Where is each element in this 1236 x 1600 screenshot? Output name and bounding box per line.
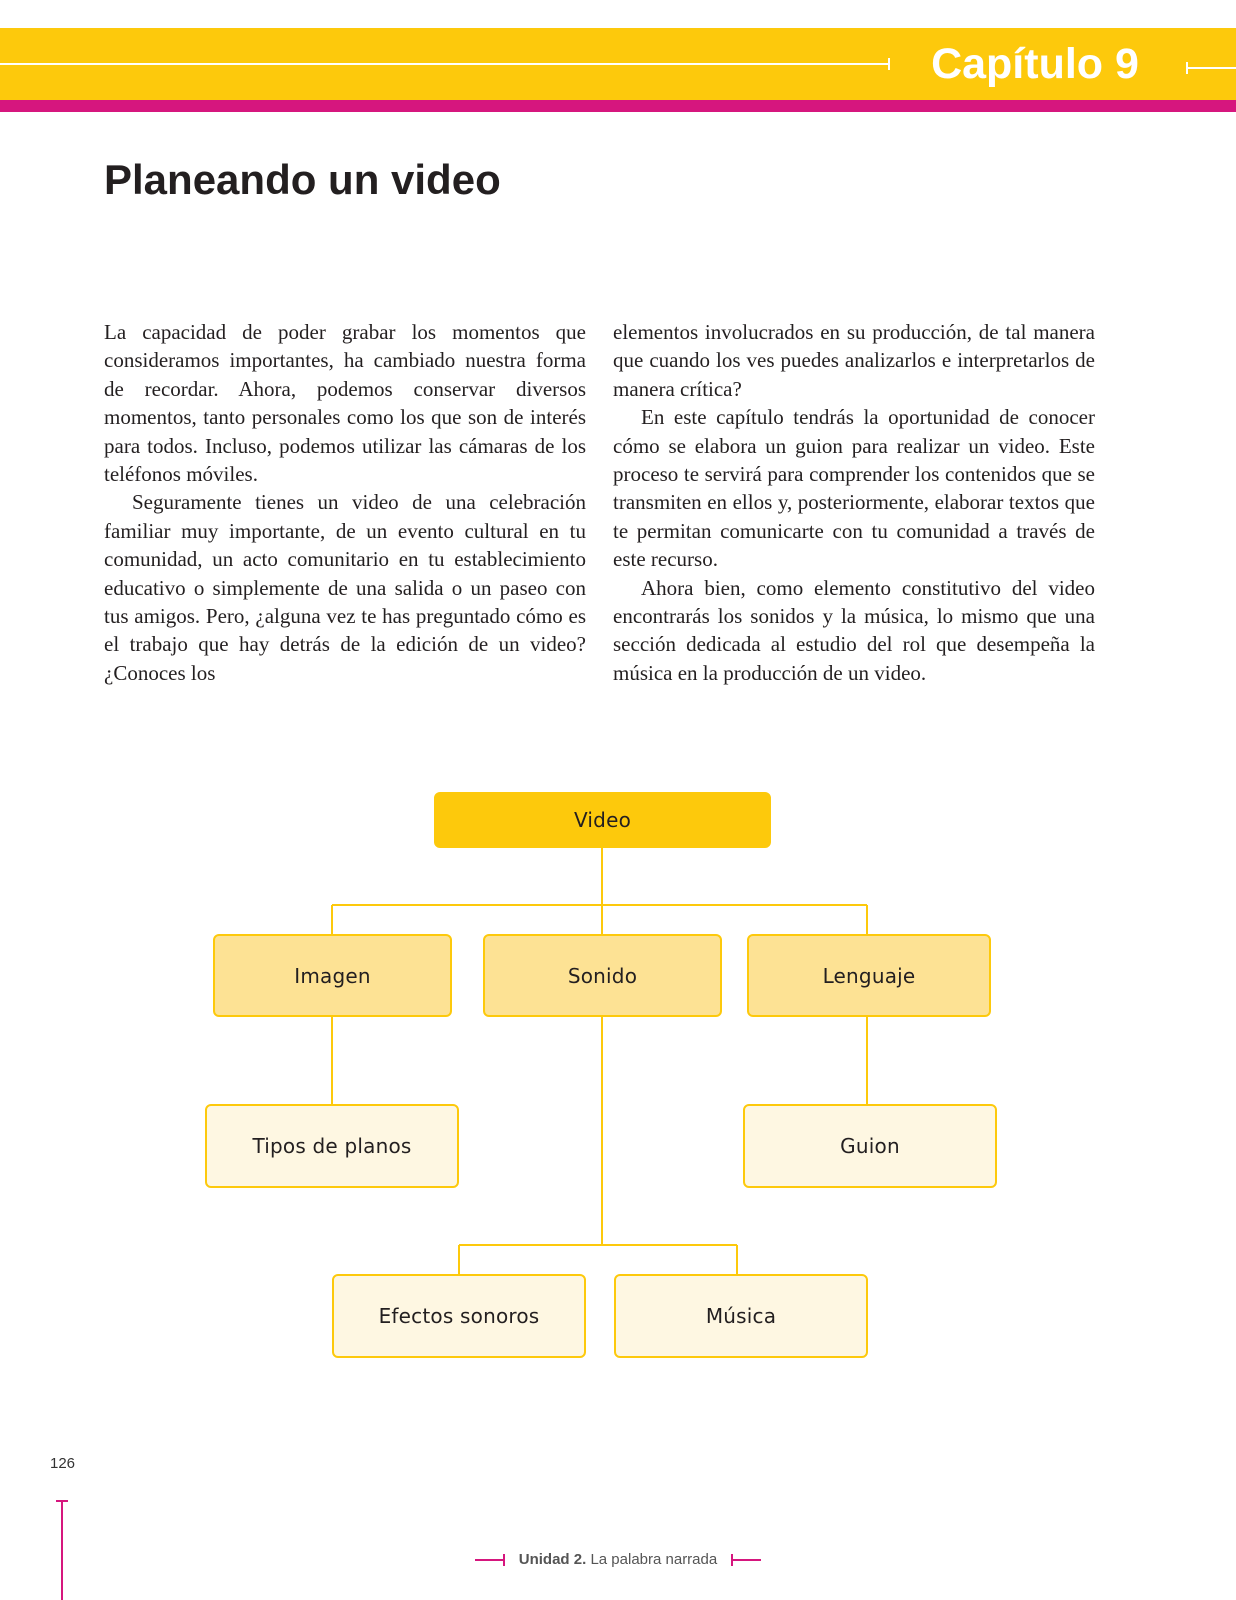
page-title: Planeando un video (104, 156, 501, 203)
body-column-right (613, 318, 1095, 687)
diagram-node-musica: Música (614, 1274, 868, 1358)
body-paragraph: En este capítulo tendrás la oportunidad de conocer cómo se elabora un guion para realizar un video. Este proceso te servirá para comprender los contenidos que se transmiten en ellos y, posteriormente, elaborar textos que te permitan comunicarte con tu comunidad a través de este recurso. (613, 405, 1095, 572)
footer-unit-title: La palabra narrada (586, 1551, 718, 1568)
chapter-label: Capítulo 9 (931, 40, 1139, 88)
footer-mark-left (475, 1559, 505, 1561)
header-accent-stripe (0, 100, 1236, 112)
header-rule-right (1186, 67, 1236, 69)
footer-unit-label: Unidad 2. (518, 1551, 587, 1568)
diagram-node-guion: Guion (743, 1104, 997, 1188)
diagram-node-tipos-de-planos: Tipos de planos (205, 1104, 459, 1188)
diagram-node-imagen: Imagen (213, 934, 452, 1017)
diagram-node-efectos-sonoros: Efectos sonoros (332, 1274, 586, 1358)
header-rule-tick-left (888, 58, 890, 70)
footer-mark-right (731, 1559, 761, 1561)
body-paragraph: elementos involucrados en su producción, de tal manera que cuando los ves puedes analizarlos e interpretarlos de manera crítica? (613, 320, 1095, 401)
diagram-node-sonido: Sonido (483, 934, 722, 1017)
header-rule-left (0, 63, 890, 65)
diagram-node-video: Video (434, 792, 771, 848)
running-footer (0, 1551, 1236, 1568)
body-paragraph: La capacidad de poder grabar los momentos que consideramos importantes, ha cambiado nuestra forma de recordar. Ahora, podemos conservar diversos momentos, tanto personales como los que son de interés para todos. Incluso, podemos utilizar las cámaras de los teléfonos móviles. (104, 320, 586, 487)
body-paragraph: Ahora bien, como elemento constitutivo del video encontrarás los sonidos y la música, lo mismo que una sección dedicada al estudio del rol que desempeña la música en la producción de un video. (613, 575, 1095, 685)
header-rule-tick-right (1186, 62, 1188, 74)
margin-rule (61, 1500, 63, 1600)
body-paragraph: Seguramente tienes un video de una celebración familiar muy importante, de un evento cultural en tu comunidad, un acto comunitario en tu establecimiento educativo o simplemente de una salida o un paseo con tus amigos. Pero, ¿alguna vez te has preguntado cómo es el trabajo que hay detrás de la edición de un video? ¿Conoces los (104, 490, 586, 685)
page-number: 126 (50, 1455, 76, 1472)
body-column-left (104, 318, 586, 687)
diagram-node-lenguaje: Lenguaje (747, 934, 991, 1017)
